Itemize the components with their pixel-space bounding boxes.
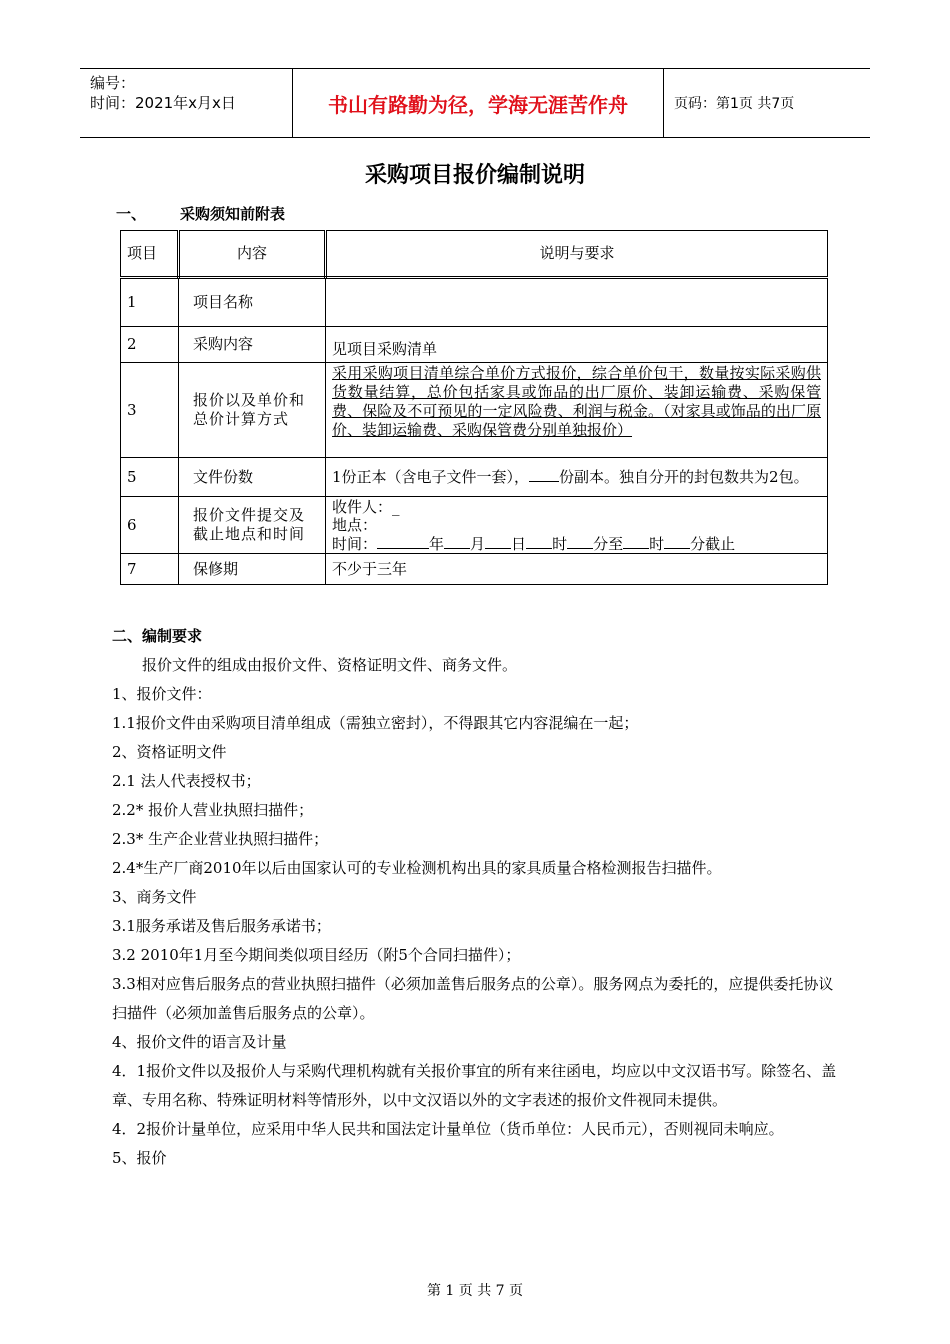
time-year: 年 — [429, 534, 445, 553]
time-day: 日 — [511, 534, 527, 553]
row-id: 3 — [121, 363, 179, 458]
table-row — [121, 497, 828, 554]
table-row — [121, 363, 828, 458]
row-id: 7 — [121, 554, 179, 585]
row-desc: 不少于三年 — [326, 554, 828, 585]
blank — [664, 534, 690, 549]
row-content: 文件份数 — [179, 458, 326, 497]
row-id: 6 — [121, 497, 179, 554]
body-line: 报价文件的组成由报价文件、资格证明文件、商务文件。 — [142, 656, 518, 674]
row-content: 报价文件提交及截止地点和时间 — [179, 497, 326, 554]
body-line: 5、报价 — [112, 1149, 167, 1167]
time-hour: 时 — [552, 534, 568, 553]
time-label: 时间： — [332, 534, 378, 553]
time-hour2: 时 — [649, 534, 665, 553]
page-title: 采购项目报价编制说明 — [364, 163, 585, 188]
table-row — [121, 458, 828, 497]
blank-copies — [529, 467, 559, 482]
row-id: 5 — [121, 458, 179, 497]
header-cell-content: 内容 — [179, 231, 326, 278]
blank — [526, 534, 552, 549]
header-page-label: 页码：第1页 共7页 — [674, 96, 795, 112]
body-line: 4．2报价计量单位，应采用中华人民共和国法定计量单位（货币单位：人民币元），否则视同未响应。 — [112, 1120, 784, 1138]
row-desc: 采用采购项目清单综合单价方式报价，综合单价包干，数量按实际采购供货数量结算，总价包括家具或饰品的出厂原价、装卸运输费、采购保管费、保险及不可预见的一定风险费、利润与税金。（对家具或饰品的出厂原价、装卸运输费、采购保管费分别单独报价） — [326, 363, 828, 458]
body-line: 2、资格证明文件 — [112, 743, 227, 761]
blank — [567, 534, 593, 549]
time-line — [332, 534, 821, 553]
header-motto: 书山有路勤为径，学海无涯苦作舟 — [293, 69, 664, 137]
page-header — [80, 68, 870, 138]
table-row — [121, 278, 828, 327]
section1-heading — [116, 203, 285, 224]
place-line: 地点： — [332, 515, 378, 534]
header-cell-item: 项目 — [121, 231, 179, 278]
body-line: 2.1 法人代表授权书； — [112, 772, 261, 790]
body-line: 2.4*生产厂商2010年以后由国家认可的专业检测机构出具的家具质量合格检测报告扫描件。 — [112, 859, 722, 877]
blank — [623, 534, 649, 549]
body-line: 3.1服务承诺及售后服务承诺书； — [112, 917, 331, 935]
body-line: 4．1报价文件以及报价人与采购代理机构就有关报价事宜的所有来往函电，均应以中文汉语书写。除签名、盖章、专用名称、特殊证明材料等情形外，以中文汉语以外的文字表述的报价文件视同未提供。 — [112, 1062, 837, 1109]
table-row — [121, 327, 828, 363]
number-label: 编号： — [90, 74, 136, 92]
row-desc-part-b: 份副本。独自分开的封包数共为2包。 — [559, 468, 809, 486]
row-desc-part-a: 1份正本（含电子文件一套）， — [332, 468, 530, 486]
row-desc — [326, 458, 828, 497]
header-cell-desc: 说明与要求 — [326, 231, 828, 278]
table-row — [121, 554, 828, 585]
time-label: 时间：2021年x月x日 — [90, 94, 236, 112]
row-desc — [326, 278, 828, 327]
body-line: 3.3相对应售后服务点的营业执照扫描件（必须加盖售后服务点的公章）。服务网点为委托的，应提供委托协议扫描件（必须加盖售后服务点的公章）。 — [112, 975, 834, 1022]
row-id: 1 — [121, 278, 179, 327]
body-line: 2.2* 报价人营业执照扫描件； — [112, 801, 314, 819]
blank — [444, 534, 470, 549]
header-meta — [80, 69, 293, 137]
body-line: 3.2 2010年1月至今期间类似项目经历（附5个合同扫描件）； — [112, 946, 521, 964]
table-header-row — [121, 231, 828, 278]
section1-num: 一、 — [116, 205, 147, 223]
row-desc: 见项目采购清单 — [326, 327, 828, 363]
blank — [377, 534, 429, 549]
body-line: 3、商务文件 — [112, 888, 197, 906]
section1-label: 采购须知前附表 — [180, 205, 286, 223]
row-desc — [326, 497, 828, 554]
row-content: 项目名称 — [179, 278, 326, 327]
receiver-line: 收件人：_ — [332, 497, 400, 516]
row-content: 采购内容 — [179, 327, 326, 363]
time-min: 分至 — [593, 534, 624, 553]
body-line: 4、报价文件的语言及计量 — [112, 1033, 287, 1051]
requirements-body — [112, 622, 842, 1173]
page-footer: 第 1 页 共 7 页 — [426, 1283, 524, 1299]
body-line: 2.3* 生产企业营业执照扫描件； — [112, 830, 329, 848]
requirements-table — [120, 230, 828, 585]
time-end: 分截止 — [690, 534, 736, 553]
body-line: 1.1报价文件由采购项目清单组成（需独立密封），不得跟其它内容混编在一起； — [112, 714, 639, 732]
section2-heading: 二、编制要求 — [112, 627, 203, 645]
body-line: 1、报价文件： — [112, 685, 212, 703]
row-content: 报价以及单价和总价计算方式 — [179, 363, 326, 458]
blank — [485, 534, 511, 549]
row-id: 2 — [121, 327, 179, 363]
row-content: 保修期 — [179, 554, 326, 585]
time-month: 月 — [470, 534, 486, 553]
